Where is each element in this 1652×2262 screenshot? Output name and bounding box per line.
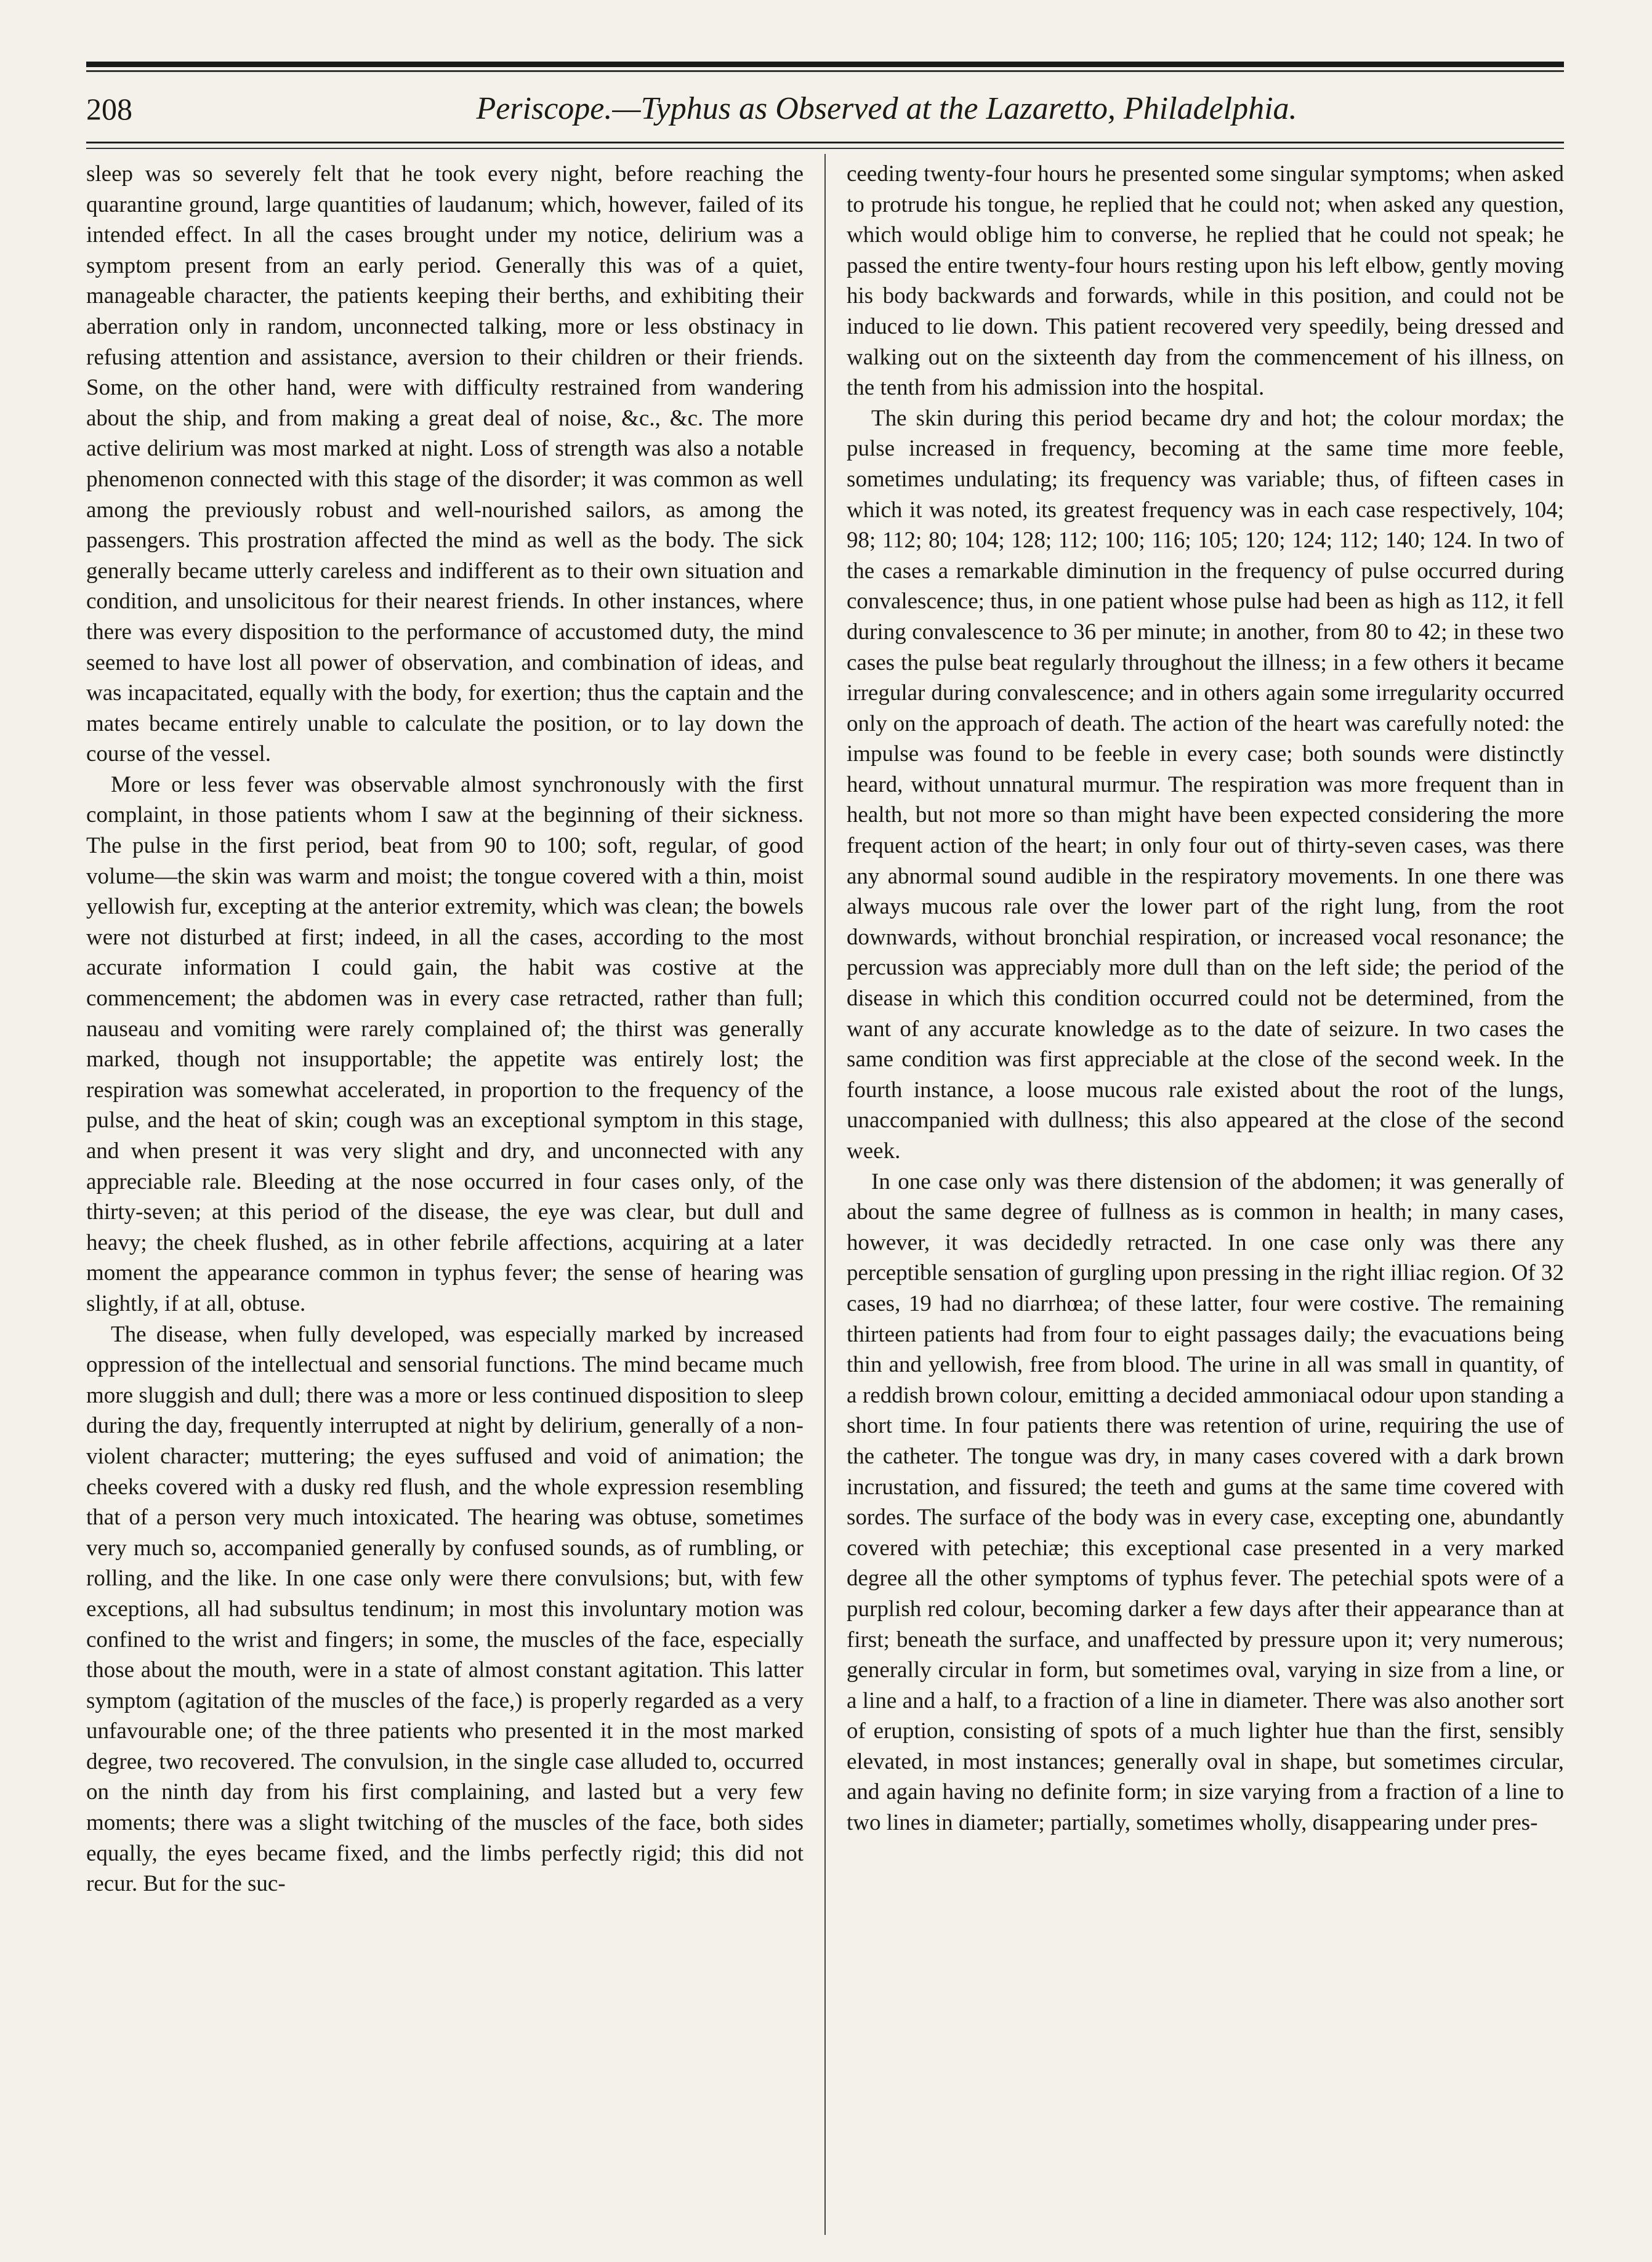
paragraph: sleep was so severely felt that he took every night, before reaching the quarantine ground, large quantities of laudanum; which, however, failed of its intended effect. In all the cases brought under my notice, delirium was a symptom present from an early period. Generally this was of a quiet, manageable character, the patients keeping their berths, and exhibiting their aberration only in random, unconnected talking, more or less obstinacy in refusing attention and assistance, aversion to their children or their friends. Some, on the other hand, were with difficulty restrained from wandering about the ship, and from making a great deal of noise, &c., &c. The more active delirium was most marked at night. Loss of strength was also a notable phenomenon connected with this stage of the disorder; it was common as well among the previously robust and well-nourished sailors, as among the passengers. This prostration affected the mind as well as the body. The sick generally became utterly careless and indifferent as to their own situation and condition, and unsolicitous for their nearest friends. In other instances, where there was every disposition to the performance of accustomed duty, the mind seemed to have lost all power of observation, and combination of ideas, and was incapacitated, equally with the body, for exertion; thus the captain and the mates became entirely unable to calculate the position, or to lay down the course of the vessel.	[86, 161, 804, 767]
left-column	[86, 159, 804, 2234]
page-number: 208	[86, 92, 132, 126]
running-title: Periscope.—Typhus as Observed at the Lazaretto, Philadelphia.	[476, 91, 1297, 126]
paragraph: More or less fever was observable almost synchronously with the first complaint, in those patients whom I saw at the beginning of their sickness. The pulse in the first period, beat from 90 to 100; soft, regular, of good volume—the skin was warm and moist; the tongue covered with a thin, moist yellowish fur, excepting at the anterior extremity, which was clean; the bowels were not disturbed at first; indeed, in all the cases, according to the most accurate information I could gain, the habit was costive at the commencement; the abdomen was in every case retracted, rather than full; nauseau and vomiting were rarely complained of; the thirst was generally marked, though not insupportable; the appetite was entirely lost; the respiration was somewhat accelerated, in proportion to the frequency of the pulse, and the heat of skin; cough was an exceptional symptom in this stage, and when present it was very slight and dry, and unconnected with any appreciable rale. Bleeding at the nose occurred in four cases only, of the thirty-seven; at this period of the disease, the eye was clear, but dull and heavy; the cheek flushed, as in other febrile affections, acquiring at a later moment the appearance common in typhus fever; the sense of hearing was slightly, if at all, obtuse.	[86, 771, 804, 1316]
header-rule-secondary	[86, 148, 1564, 149]
top-rule-thin	[86, 70, 1564, 72]
header-rule	[86, 142, 1564, 143]
paragraph: The skin during this period became dry and hot; the colour mordax; the pulse increased in frequency, becoming at the same time more feeble, sometimes undulating; its frequency was variable; thus, of fifteen cases in which it was noted, its greatest frequency was in each case respectively, 104; 98; 112; 80; 104; 128; 112; 100; 116; 105; 120; 124; 112; 140; 124. In two of the cases a remarkable diminution in the frequency of pulse occurred during convalescence; thus, in one patient whose pulse had been as high as 112, it fell during convalescence to 36 per minute; in another, from 80 to 42; in these two cases the pulse beat regularly throughout the illness; in a few others it became irregular during convalescence; and in others again some irregularity occurred only on the approach of death. The action of the heart was carefully noted: the impulse was found to be feeble in every case; both sounds were distinctly heard, without unnatural murmur. The respiration was more frequent than in health, but not more so than might have been expected considering the more frequent action of the heart; in only four out of thirty-seven cases, was there any abnormal sound audible in the respiratory movements. In one there was always mucous rale over the lower part of the right lung, from the root downwards, without bronchial respiration, or increased vocal resonance; the percussion was appreciably more dull than on the left side; the period of the disease in which this condition occurred could not be determined, from the want of any accurate knowledge as to the date of seizure. In two cases the same condition was first appreciable at the close of the second week. In the fourth instance, a loose mucous rale existed about the root of the lungs, unaccompanied with dullness; this also appeared at the close of the second week.	[847, 405, 1564, 1164]
top-rule	[86, 62, 1564, 67]
paragraph: The disease, when fully developed, was especially marked by increased oppression of the intellectual and sensorial functions. The mind became much more sluggish and dull; there was a more or less continued disposition to sleep during the day, frequently interrupted at night by delirium, generally of a non-violent character; muttering; the eyes suffused and void of animation; the cheeks covered with a dusky red flush, and the whole expression resembling that of a person very much intoxicated. The hearing was obtuse, sometimes very much so, accompanied generally by confused sounds, as of rumbling, or rolling, and the like. In one case only were there convulsions; but, with few exceptions, all had subsultus tendinum; in most this involuntary motion was confined to the wrist and fingers; in some, the muscles of the face, especially those about the mouth, were in a state of almost constant agitation. This latter symptom (agitation of the muscles of the face,) is properly regarded as a very unfavourable one; of the three patients who presented it in the most marked degree, two recovered. The convulsion, in the single case alluded to, occurred on the ninth day from his first complaining, and lasted but a very few moments; there was a slight twitching of the muscles of the face, both sides equally, the eyes became fixed, and the limbs perfectly rigid; this did not recur. But for the suc-	[86, 1321, 804, 1897]
paragraph: ceeding twenty-four hours he presented some singular symptoms; when asked to protrude his tongue, he replied that he could not; when asked any question, which would oblige him to converse, he replied that he could not speak; he passed the entire twenty-four hours resting upon his left elbow, gently moving his body backwards and forwards, while in this position, and could not be induced to lie down. This patient recovered very speedily, being dressed and walking out on the sixteenth day from the commencement of his illness, on the tenth from his admission into the hospital.	[847, 161, 1564, 401]
page-header	[86, 81, 1564, 137]
column-divider	[824, 154, 826, 2235]
paragraph: In one case only was there distension of the abdomen; it was generally of about the same degree of fullness as is common in health; in many cases, however, it was decidedly retracted. In one case only was there any perceptible sensation of gurgling upon pressing in the right illiac region. Of 32 cases, 19 had no diarrhœa; of these latter, four were costive. The remaining thirteen patients had from four to eight passages daily; the evacuations being thin and yellowish, free from blood. The urine in all was small in quantity, of a reddish brown colour, emitting a decided ammoniacal odour upon standing a short time. In four patients there was retention of urine, requiring the use of the catheter. The tongue was dry, in many cases covered with a dark brown incrustation, and fissured; the teeth and gums at the same time covered with sordes. The surface of the body was in every case, excepting one, abundantly covered with petechiæ; this exceptional case presented in a very marked degree all the other symptoms of typhus fever. The petechial spots were of a purplish red colour, becoming darker a few days after their appearance than at first; beneath the surface, and unaffected by pressure upon it; very numerous; generally circular in form, but sometimes oval, varying in size from a line, or a line and a half, to a fraction of a line in diameter. There was also another sort of eruption, consisting of spots of a much lighter hue than the first, sensibly elevated, in most instances; generally oval in shape, but sometimes circular, and again having no definite form; in size varying from a fraction of a line to two lines in diameter; partially, sometimes wholly, disappearing under pres-	[847, 1169, 1564, 1836]
right-column	[847, 159, 1564, 2234]
journal-page	[86, 49, 1564, 2241]
